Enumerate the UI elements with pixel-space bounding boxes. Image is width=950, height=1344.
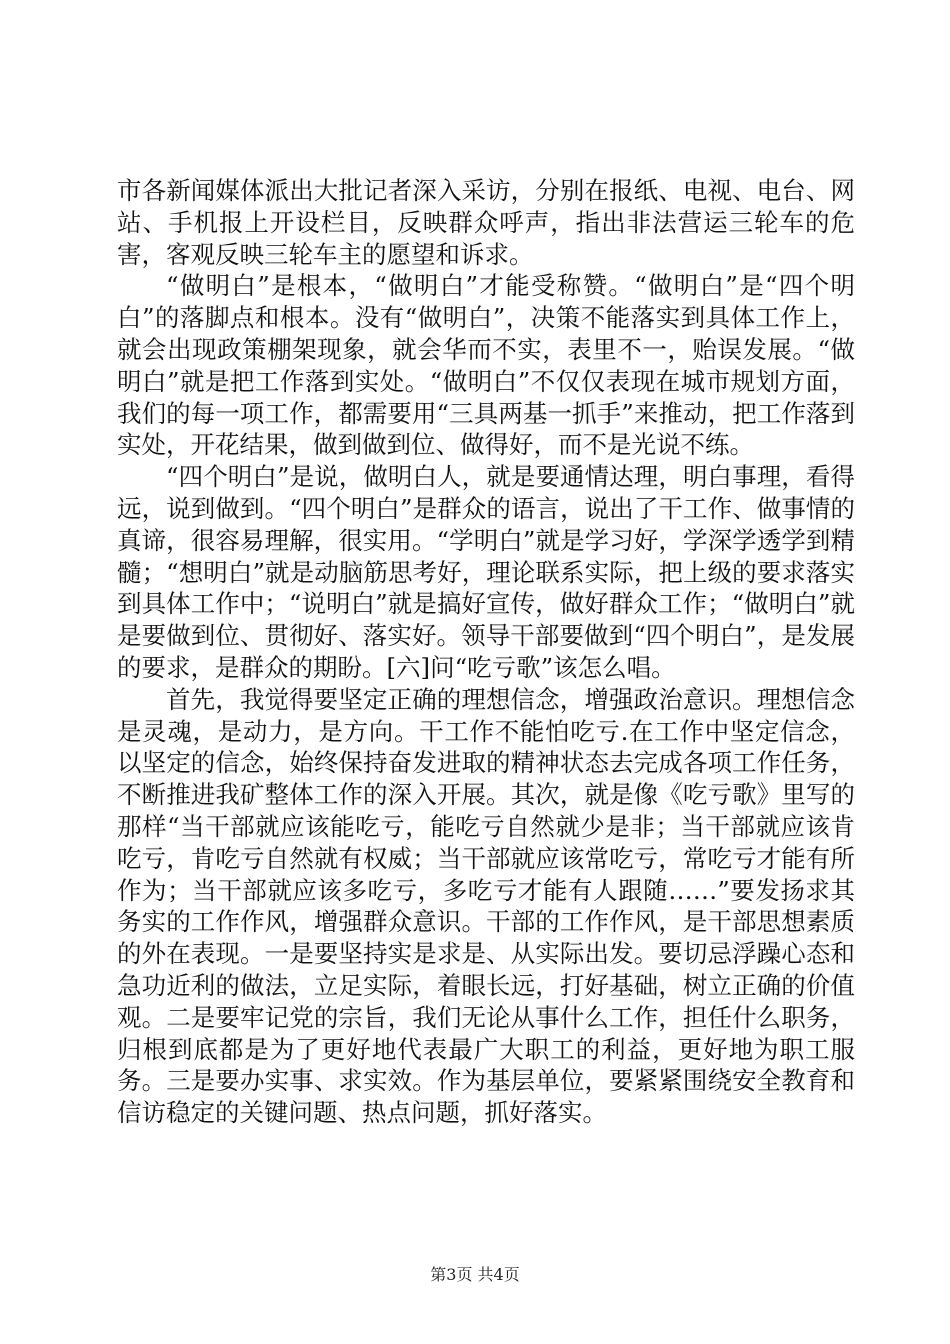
- paragraph-zuo-mingbai: “做明白”是根本，“做明白”才能受称赞。“做明白”是“四个明白”的落脚点和根本。没有“做明白”，决策不能落实到具体工作上，就会出现政策棚架现象，就会华而不实，表里不一，贻误发展。“做明白”就是把工作落到实处。“做明白”不仅仅表现在城市规划方面，我们的每一项工作，都需要用“三具两基一抓手”来推动，把工作落到实处，开花结果，做到做到位、做得好，而不是光说不练。: [117, 271, 855, 460]
- paragraph-shouxian: 首先，我觉得要坚定正确的理想信念，增强政治意识。理想信念是灵魂，是动力，是方向。干工作不能怕吃亏.在工作中坚定信念，以坚定的信念，始终保持奋发进取的精神状态去完成各项工作任务，不断推进我矿整体工作的深入开展。其次，就是像《吃亏歌》里写的那样“当干部就应该能吃亏，能吃亏自然就少是非；当干部就应该肯吃亏，肯吃亏自然就有权威；当干部就应该常吃亏，常吃亏才能有所作为；当干部就应该多吃亏，多吃亏才能有人跟随……”要发扬求其务实的工作作风，增强群众意识。干部的工作作风，是干部思想素质的外在表现。一是要坚持实是求是、从实际出发。要切忌浮躁心态和急功近利的做法，立足实际，着眼长远，打好基础，树立正确的价值观。二是要牢记党的宗旨，我们无论从事什么工作，担任什么职务，归根到底都是为了更好地代表最广大职工的利益，更好地为职工服务。三是要办实事、求实效。作为基层单位，要紧紧围绕安全教育和信访稳定的关键问题、热点问题，抓好落实。: [117, 684, 855, 1128]
- paragraph-si-ge-mingbai: “四个明白”是说，做明白人，就是要通情达理，明白事理，看得远，说到做到。“四个明白”是群众的语言，说出了干工作、做事情的真谛，很容易理解，很实用。“学明白”就是学习好，学深学透学到精髓；“想明白”就是动脑筋思考好，理论联系实际，把上级的要求落实到具体工作中；“说明白”就是搞好宣传，做好群众工作；“做明白”就是要做到位、贯彻好、落实好。领导干部要做到“四个明白”，是发展的要求，是群众的期盼。[六]问“吃亏歌”该怎么唱。: [117, 462, 855, 682]
- paragraph-continued: 市各新闻媒体派出大批记者深入采访，分别在报纸、电视、电台、网站、手机报上开设栏目，反映群众呼声，指出非法营运三轮车的危害，客观反映三轮车主的愿望和诉求。: [117, 176, 855, 269]
- document-body: [117, 175, 855, 1129]
- page-footer: [0, 1262, 950, 1285]
- page-number: 第3页 共4页: [430, 1265, 520, 1284]
